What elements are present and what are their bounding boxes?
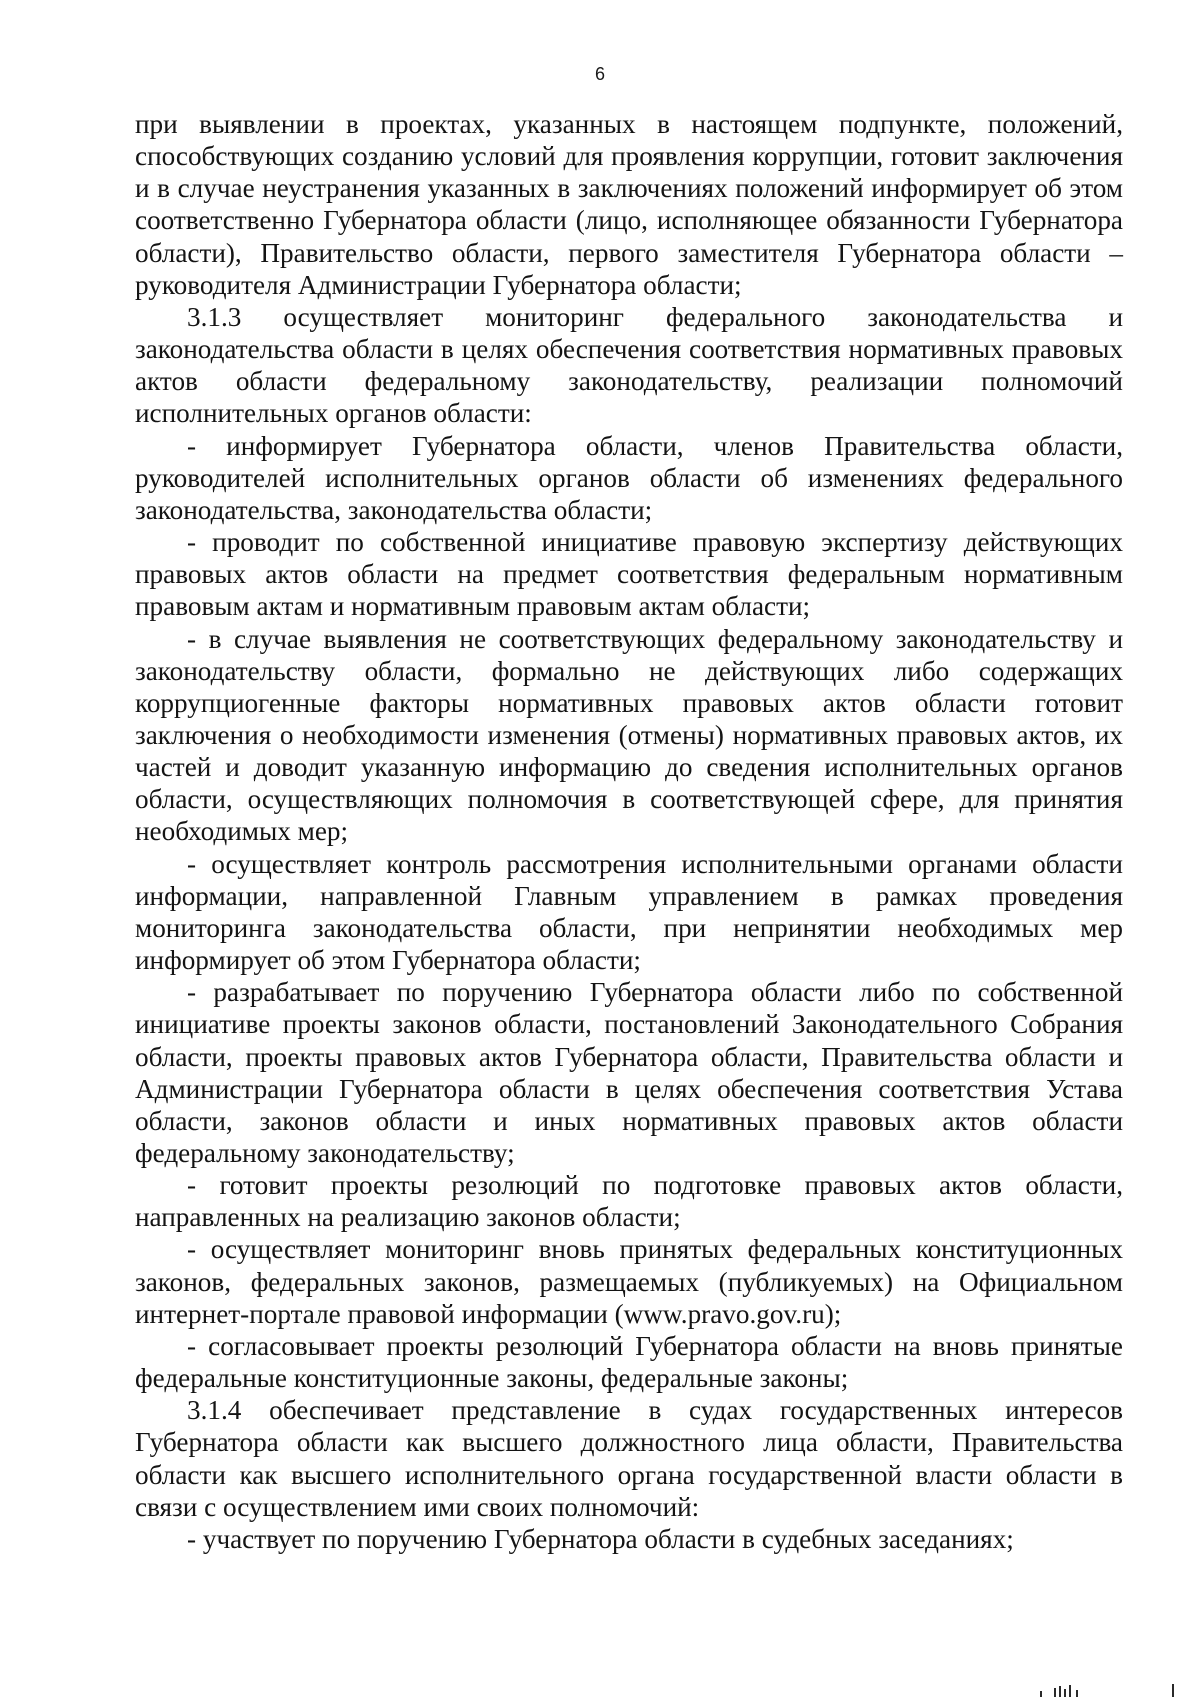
paragraph-anticorruption-conclusions: при выявлении в проектах, указанных в настоящем подпункте, положений, способствующих созданию условий для проявления коррупции, готовит заключения и в случае неустранения указанных в заключениях положений информирует об этом соответственно Губернатора области (лицо, исполняющее обязанности Губернатора области), Правительство области, первого заместителя Губернатора области – руководителя Администрации Губернатора области;: [135, 109, 1123, 300]
list-item-control-review: - осуществляет контроль рассмотрения исполнительными органами области информации, направленной Главным управлением в рамках проведения мониторинга законодательства области, при непринятии необходимых мер информирует об этом Губернатора области;: [135, 848, 1123, 976]
list-item-court-sessions: - участвует по поручению Губернатора области в судебных заседаниях;: [187, 1523, 1014, 1554]
document-body: [135, 108, 1123, 1555]
list-item-informs-governor: - информирует Губернатора области, членов Правительства области, руководителей исполнительных органов области об изменениях федерального законодательства, законодательства области;: [135, 430, 1123, 525]
paragraph-3-1-4-court-representation: 3.1.4 обеспечивает представление в судах государственных интересов Губернатора области как высшего должностного лица области, Правительства области как высшего исполнительного органа государственной власти области в связи с осуществлением ими своих полномочий:: [135, 1395, 1123, 1522]
page-number: 6: [594, 64, 605, 84]
list-item-legal-expertise: - проводит по собственной инициативе правовую экспертизу действующих правовых актов области на предмет соответствия федеральным нормативным правовым актам и нормативным правовым актам области;: [135, 527, 1123, 622]
list-item-monitors-federal-laws: - осуществляет мониторинг вновь принятых федеральных конституционных законов, федеральных законов, размещаемых (публикуемых) на Официальном интернет-портале правовой информации (www.pravo.gov.ru);: [135, 1234, 1123, 1329]
paragraph-3-1-3-monitoring: 3.1.3 осуществляет мониторинг федерального законодательства и законодательства области в целях обеспечения соответствия нормативных правовых актов области федеральному законодательству, реализации полномочий исполнительных органов области:: [135, 301, 1123, 429]
list-item-draft-resolutions: - готовит проекты резолюций по подготовке правовых актов области, направленных на реализацию законов области;: [135, 1170, 1123, 1233]
list-item-drafts-laws: - разрабатывает по поручению Губернатора области либо по собственной инициативе проекты законов области, постановлений Законодательного Собрания области, проекты правовых актов Губернатора области, Правительства области и Администрации Губернатора области в целях обеспечения соответствия Устава области, законов области и иных нормативных правовых актов области федеральному законодательству;: [135, 977, 1123, 1168]
scan-artifact-marks: [1040, 1682, 1180, 1697]
list-item-approves-resolutions: - согласовывает проекты резолюций Губернатора области на вновь принятые федеральные конституционные законы, федеральные законы;: [135, 1330, 1123, 1394]
list-item-nonconforming-acts: - в случае выявления не соответствующих федеральному законодательству и законодательству области, формально не действующих либо содержащих коррупциогенные факторы нормативных правовых актов области готовит заключения о необходимости изменения (отмены) нормативных правовых актов, их частей и доводит указанную информацию до сведения исполнительных органов области, осуществляющих полномочия в соответствующей сфере, для принятия необходимых мер;: [135, 623, 1123, 847]
